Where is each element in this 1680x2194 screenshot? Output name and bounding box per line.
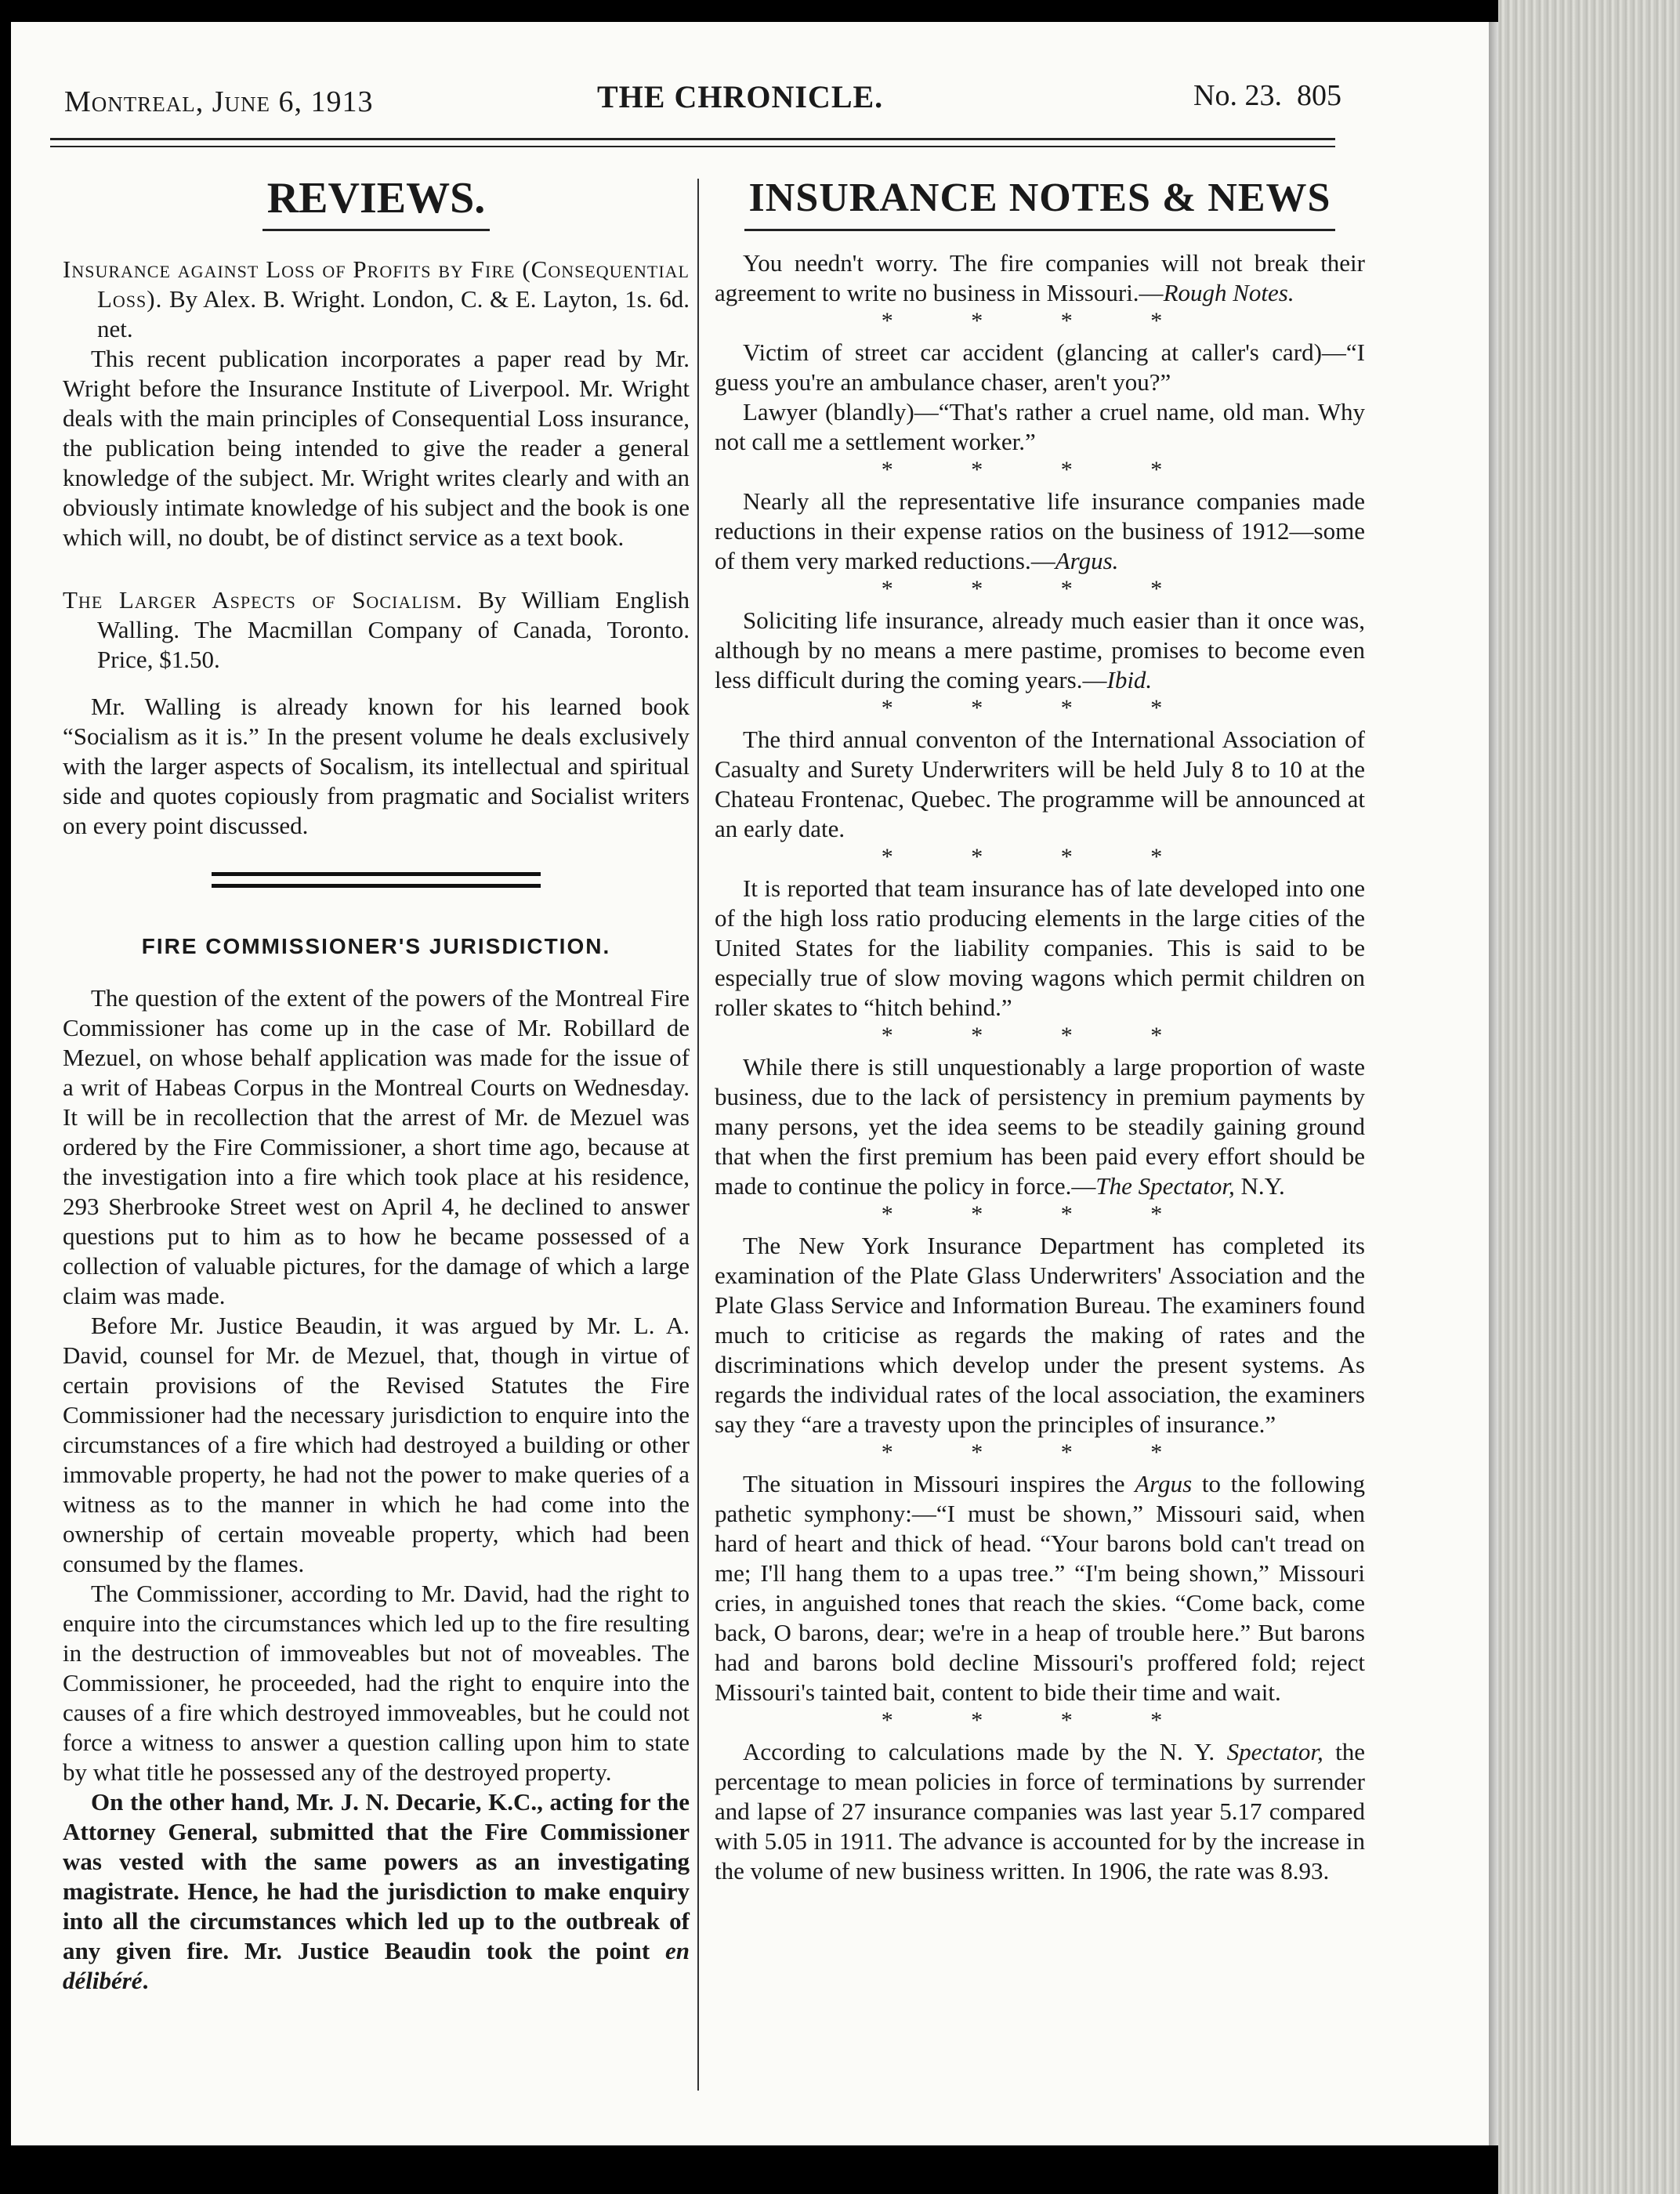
section-divider — [212, 872, 541, 888]
article-paragraph: The question of the extent of the powers of the Montreal Fire Commissioner has come up in the case of Mr. Robillard de Mezuel, on whose behalf application was made for the issue of a writ of Habeas Corpus in the Montreal Courts on Wednesday. It will be in recollection that the arrest of Mr. de Mezuel was ordered by the Fire Commissioner, a short time ago, because at the investigation into a fire which took place at his residence, 293 Sherbrooke Street west on April 4, he declined to answer questions put to him as to how he became possessed of a collection of valuable pictures, for the damage of which a large claim was made. — [63, 984, 690, 1309]
news-item: Victim of street car accident (glancing at caller's card)—“I guess you're an ambulance chaser, aren't you?” — [715, 339, 1365, 396]
separator-stars: * * * * — [881, 695, 1199, 721]
review-2-body: Mr. Walling is already known for his learned book “Socialism as it is.” In the present volume he deals exclusively with the larger aspects of Socalism, its intellectual and spiritual side and quotes copiously from pragmatic and Socialist writers on every point discussed. — [63, 693, 690, 839]
article-paragraph: On the other hand, Mr. J. N. Decarie, K.C., acting for the Attorney General, submitted that the Fire Commissioner was vested with the same powers as an investigating magistrate. Hence, he had the jurisdiction to make enquiry into all the circumstances which led up to the outbreak of any given fire. Mr. Justice Beaudin took the point en délibéré. — [63, 1788, 690, 1994]
newspaper-page — [11, 22, 1498, 2145]
header-rule — [50, 138, 1335, 147]
article-paragraph: Before Mr. Justice Beaudin, it was argued by Mr. L. A. David, counsel for Mr. de Mezuel, that, though in virtue of certain provisions of the Revised Statutes the Fire Commissioner had the necessary jurisdiction to enquire into the circumstances of a fire which had destroyed a building or other immovable property, he had not the power to make queries of a witness as to the manner in which he had come into the ownership of certain moveable property, which had been consumed by the flames. — [63, 1312, 690, 1577]
separator-stars: * * * * — [881, 308, 1199, 334]
column-divider — [697, 179, 699, 2091]
publication-title: THE CHRONICLE. — [597, 79, 884, 114]
review-2-citation: The Larger Aspects of Socialism. By William English Walling. The Macmillan Company of Canada, Toronto. Price, $1.50. — [63, 586, 690, 673]
news-item: The third annual conventon of the International Association of Casualty and Surety Underwriters will be held July 8 to 10 at the Chateau Frontenac, Quebec. The programme will be announced at an early date. — [715, 726, 1365, 842]
news-item: According to calculations made by the N. Y. Spectator, the percentage to mean policies in force of terminations by surrender and lapse of 27 insurance companies was last year 5.17 compared with 5.05 in 1911. The advance is accounted for by the increase in the volume of new business written. In 1906, the rate was 8.93. — [715, 1738, 1366, 1884]
news-item: The New York Insurance Department has completed its examination of the Plate Glass Underwriters' Association and the Plate Glass Service and Information Bureau. The examiners found much to criticise as regards the making of rates and the discriminations which develop under the present systems. As regards the individual rates of the local association, the examiners say they “are a travesty upon the principles of insurance.” — [715, 1232, 1365, 1438]
news-item: Nearly all the representative life insurance companies made reductions in their expense ratios on the business of 1912—some of them very marked reductions.—Argus. — [715, 487, 1365, 574]
issue-date: Montreal, June 6, 1913 — [64, 85, 374, 118]
article-paragraph: The Commissioner, according to Mr. David, had the right to enquire into the circumstances which led up to the fire resulting in the destruction of immoveables but not of moveables. The Commissioner, he proceeded, had the right to enquire into the causes of a fire which destroyed immoveables, but he could not force a witness to answer a question calling upon him to state by what title he possessed any of the destroyed property. — [63, 1580, 690, 1786]
review-1-citation: Insurance against Loss of Profits by Fire (Consequential Loss). By Alex. B. Wright. London, C. & E. Layton, 1s. 6d. net. — [63, 255, 690, 342]
news-item: You needn't worry. The fire companies will not break their agreement to write no business in Missouri.—Rough Notes. — [715, 249, 1365, 306]
separator-stars: * * * * — [881, 576, 1199, 602]
separator-stars: * * * * — [881, 1201, 1199, 1227]
review-1-body: This recent publication incorporates a paper read by Mr. Wright before the Insurance Institute of Liverpool. Mr. Wright deals with the main principles of Consequential Loss insurance, the publication being intended to give the reader a general knowledge of the subject. Mr. Wright writes clearly and with an obviously intimate knowledge of his subject and the book is one which will, no doubt, be of distinct service as a text book. — [63, 345, 690, 551]
running-head — [64, 78, 1341, 121]
separator-stars: * * * * — [881, 1439, 1199, 1465]
insurance-notes-heading: INSURANCE NOTES & NEWS — [715, 171, 1365, 231]
separator-stars: * * * * — [881, 1707, 1199, 1733]
article-heading: FIRE COMMISSIONER'S JURISDICTION. — [141, 934, 611, 958]
reviews-heading: REVIEWS. — [63, 171, 690, 231]
issue-page — [1193, 78, 1341, 113]
news-item: Soliciting life insurance, already much easier than it once was, although by no means a mere pastime, promises to become even less difficult during the coming years.—Ibid. — [715, 606, 1365, 693]
book-page-edges — [1498, 0, 1680, 2194]
left-column — [63, 171, 690, 1996]
separator-stars: * * * * — [881, 1023, 1199, 1048]
page-number: 805 — [1297, 79, 1341, 112]
right-column — [715, 171, 1365, 1886]
news-item: It is reported that team insurance has of late developed into one of the high loss ratio producing elements in the large cities of the United States for the liability companies. This is said to be especially true of slow moving wagons which permit children on roller skates to “hitch behind.” — [715, 874, 1365, 1021]
issue-number: No. 23. — [1193, 79, 1282, 112]
news-item: The situation in Missouri inspires the Argus to the following pathetic symphony:—“I must be shown,” Missouri said, when hard of heart and thick of head. “Your barons bold can't tread on me; I'll hang them to a upas tree.” “I'm being shown,” Missouri cries, in anguished tones that reach the skies. “Come back, come back, O barons, dear; we're in a heap of trouble here.” But barons had and barons bold decline Missouri's proffered fold; reject Missouri's tainted bait, content to bide their time and wait. — [715, 1470, 1365, 1706]
news-item: While there is still unquestionably a large proportion of waste business, due to the lack of persistency in premium payments by many persons, yet the idea seems to be steadily gaining ground that when the first premium has been paid every effort should be made to continue the policy in force.—The Spectator, N.Y. — [715, 1053, 1365, 1200]
separator-stars: * * * * — [881, 457, 1199, 483]
news-item: Lawyer (blandly)—“That's rather a cruel name, old man. Why not call me a settlement worker.” — [715, 398, 1365, 455]
separator-stars: * * * * — [881, 844, 1199, 870]
